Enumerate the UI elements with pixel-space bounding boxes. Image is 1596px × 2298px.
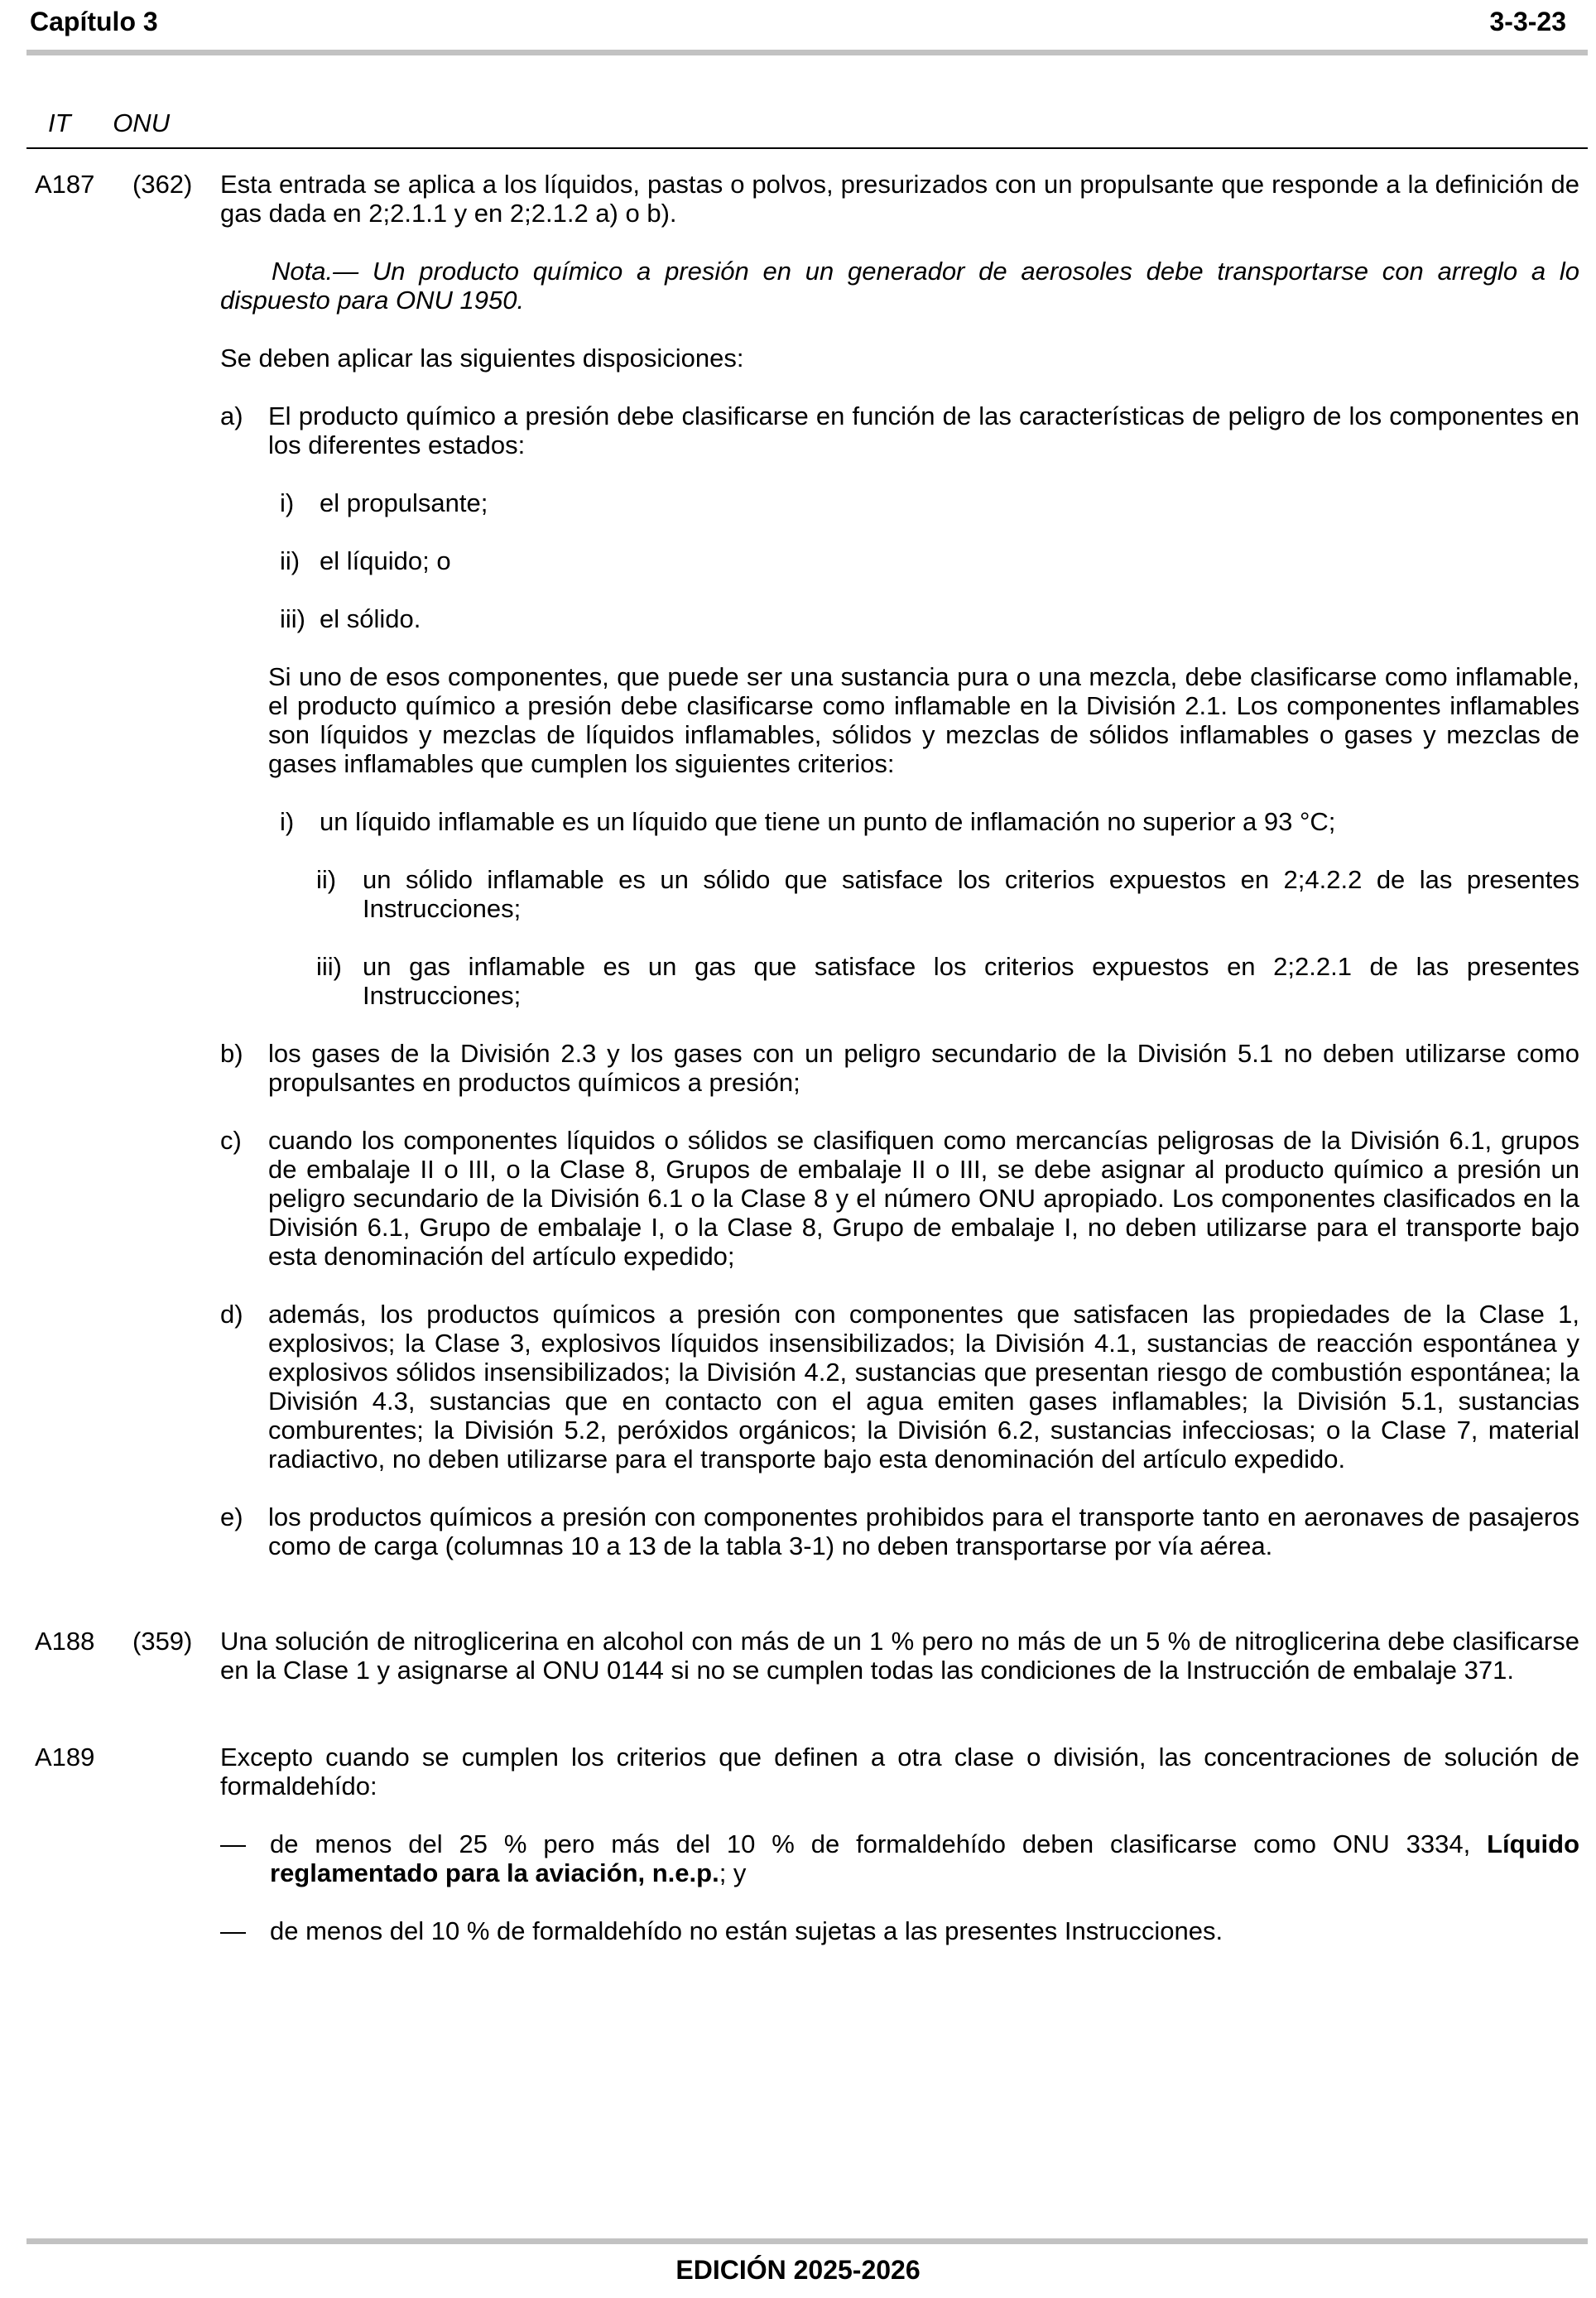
provision-note: Nota.— Un producto químico a presión en un generador de aerosoles debe transportarse con arreglo a lo dispuesto para ONU 1950. (220, 257, 1579, 315)
column-headings (48, 108, 170, 139)
item-text: el líquido; o (320, 546, 451, 575)
item-label: c) (220, 1126, 242, 1155)
chapter-title: Capítulo 3 (30, 7, 158, 36)
provision-number: A188 (35, 1627, 95, 1656)
page-header (30, 5, 1566, 41)
un-reference: (362) (132, 170, 193, 199)
column-heading-rule (26, 147, 1588, 149)
item-label: e) (220, 1502, 243, 1531)
item-label: ii) (280, 546, 300, 575)
item-label: b) (220, 1039, 243, 1068)
provision-item-d (220, 1300, 1579, 1474)
item-text: cuando los componentes líquidos o sólidos se clasifiquen como mercancías peligrosas de la División 6.1, grupos de embalaje II o III, o la Clase 8, Grupos de embalaje II o III, se debe asignar al producto químico a presión un peligro secundario de la División 6.1 o la Clase 8 y el número ONU apropiado. Los componentes clasificados en la División 6.1, Grupo de embalaje I, o la Clase 8, Grupo de embalaje I, no deben utilizarse para el transporte bajo esta denominación del artículo expedido; (268, 1126, 1579, 1271)
provision-body (220, 170, 1579, 1560)
item-text: el sólido. (320, 604, 421, 633)
dash-marker: — (220, 1916, 246, 1945)
provision-body (220, 1743, 1579, 1945)
un-reference: (359) (132, 1627, 193, 1656)
item-text: los gases de la División 2.3 y los gases con un peligro secundario de la División 5.1 no deben utilizarse como propulsantes en productos químicos a presión; (268, 1039, 1579, 1097)
item-text: de menos del 10 % de formaldehído no están sujetas a las presentes Instrucciones. (270, 1916, 1223, 1945)
provision-body (220, 1627, 1579, 1685)
item-label: i) (280, 807, 295, 836)
item-label: a) (220, 401, 243, 430)
provision-number: A189 (35, 1743, 95, 1772)
provisions-intro: Se deben aplicar las siguientes disposiciones: (220, 344, 744, 373)
provision-text: Una solución de nitroglicerina en alcohol con más de un 1 % pero no más de un 5 % de nitroglicerina debe clasificarse en la Clase 1 y asignarse al ONU 0144 si no se cumplen todas las condiciones de la Instrucción de embalaje 371. (220, 1627, 1579, 1685)
item-text: además, los productos químicos a presión con componentes que satisfacen las propiedades de la Clase 1, explosivos; la Clase 3, explosivos líquidos insensibilizados; la División 4.1, sustancias de reacción espontánea y explosivos sólidos insensibilizados; la División 4.2, sustancias que presentan riesgo de combustión espontánea; la División 4.3, sustancias que en contacto con el agua emiten gases inflamables; la División 5.1, sustancias comburentes; la División 5.2, peróxidos orgánicos; la División 6.2, sustancias infecciosas; o la Clase 7, material radiactivo, no deben utilizarse para el transporte bajo esta denominación del artículo expedido. (268, 1300, 1579, 1474)
dash-item (220, 1829, 1579, 1887)
state-item (280, 488, 1579, 517)
item-text: El producto químico a presión debe clasificarse en función de las características de peligro de los componentes en los diferentes estados: (268, 401, 1579, 459)
item-text: los productos químicos a presión con componentes prohibidos para el transporte tanto en aeronaves de pasajeros como de carga (columnas 10 a 13 de la tabla 3-1) no deben transportarse por vía aérea. (268, 1502, 1579, 1560)
page-footer (0, 2253, 1596, 2286)
item-text: de menos del 25 % pero más del 10 % de formaldehído deben clasificarse como ONU 3334, Líquido reglamentado para la aviación, n.e.p.; y (270, 1829, 1579, 1887)
footer-rule (26, 2238, 1588, 2244)
header-rule (26, 50, 1588, 55)
page-number: 3-3-23 (1489, 7, 1566, 36)
provision-item-a (220, 401, 1579, 459)
item-text: un líquido inflamable es un líquido que tiene un punto de inflamación no superior a 93 °C; (320, 807, 1336, 836)
provision-item-e (220, 1502, 1579, 1560)
item-label: ii) (316, 865, 337, 894)
item-text: un sólido inflamable es un sólido que satisface los criterios expuestos en 2;4.2.2 de las presentes Instrucciones; (363, 865, 1579, 923)
state-item (280, 546, 1579, 575)
item-label: iii) (316, 952, 342, 981)
provision-intro: Excepto cuando se cumplen los criterios que definen a otra clase o división, las concentraciones de solución de formaldehído: (220, 1743, 1579, 1800)
criterion-item (316, 865, 1579, 923)
item-label: iii) (280, 604, 305, 633)
flammable-paragraph: Si uno de esos componentes, que puede ser una sustancia pura o una mezcla, debe clasificarse como inflamable, el producto químico a presión debe clasificarse como inflamable en la División 2.1. Los componentes inflamables son líquidos y mezclas de líquidos inflamables, sólidos y mezclas de sólidos inflamables o gases y mezclas de gases inflamables que cumplen los siguientes criterios: (268, 662, 1579, 778)
criterion-item (316, 952, 1579, 1010)
provision-number: A187 (35, 170, 95, 199)
criterion-item (280, 807, 1579, 836)
item-label: d) (220, 1300, 243, 1329)
dash-marker: — (220, 1829, 246, 1858)
provision-intro: Esta entrada se aplica a los líquidos, pastas o polvos, presurizados con un propulsante que responde a la definición de gas dada en 2;2.1.1 y en 2;2.1.2 a) o b). (220, 170, 1579, 228)
provision-item-c (220, 1126, 1579, 1271)
provision-item-b (220, 1039, 1579, 1097)
column-heading-onu: ONU (113, 108, 171, 137)
state-item (280, 604, 1579, 633)
item-text: un gas inflamable es un gas que satisface los criterios expuestos en 2;2.2.1 de las presentes Instrucciones; (363, 952, 1579, 1010)
dash-item (220, 1916, 1579, 1945)
edition-label: EDICIÓN 2025-2026 (675, 2255, 921, 2285)
item-text: el propulsante; (320, 488, 488, 517)
column-heading-it: IT (48, 108, 71, 137)
item-label: i) (280, 488, 295, 517)
